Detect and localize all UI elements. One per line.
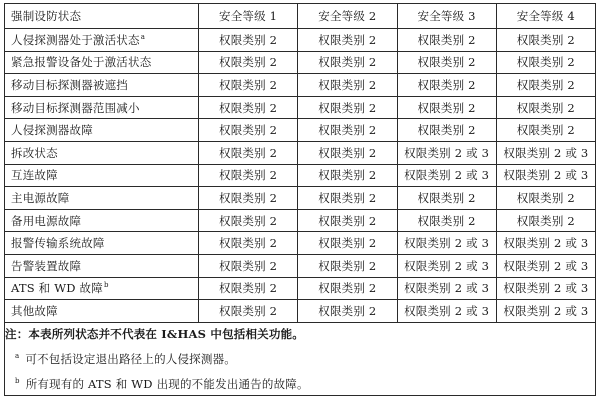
state-label: 互连故障 [11,168,58,183]
access-level-cell: 权限类别 2 或 3 [496,254,595,277]
state-label: 拆改状态 [11,145,58,160]
footnote-b [5,370,595,395]
arming-state-table [4,3,596,396]
footnote-b-text: 所有现有的 ATS 和 WD 出现的不能发出通告的故障。 [25,376,309,391]
table-row [5,29,596,52]
state-label: 紧急报警设备处于激活状态 [11,55,152,70]
header-state: 强制设防状态 [5,4,199,29]
state-label: 移动目标探测器被遮挡 [11,77,128,92]
access-level-cell: 权限类别 2 [496,96,595,119]
access-level-cell: 权限类别 2 [199,232,298,255]
access-level-cell: 权限类别 2 [397,119,496,142]
note-text: 本表所列状态并不代表在 I&HAS 中包括相关功能。 [28,326,304,341]
state-cell [5,232,199,255]
table-row [5,300,596,323]
access-level-cell: 权限类别 2 [199,119,298,142]
access-level-cell: 权限类别 2 或 3 [496,232,595,255]
access-level-cell: 权限类别 2 [298,164,397,187]
state-label: 主电源故障 [11,190,70,205]
state-cell [5,187,199,210]
access-level-cell: 权限类别 2 [199,96,298,119]
access-level-cell: 权限类别 2 [298,141,397,164]
access-level-cell: 权限类别 2 [298,119,397,142]
footnote-mark: a [140,32,146,41]
header-grade-2: 安全等级 2 [298,4,397,29]
access-level-cell: 权限类别 2 [199,164,298,187]
access-level-cell: 权限类别 2 [496,119,595,142]
header-grade-3: 安全等级 3 [397,4,496,29]
table-row [5,209,596,232]
footnote-b-mark: b [15,376,20,385]
access-level-cell: 权限类别 2 或 3 [397,232,496,255]
access-level-cell: 权限类别 2 [298,187,397,210]
access-level-cell: 权限类别 2 或 3 [397,277,496,300]
access-level-cell: 权限类别 2 [397,96,496,119]
access-level-cell: 权限类别 2 [496,74,595,97]
table-row [5,187,596,210]
table-header-row [5,4,596,29]
access-level-cell: 权限类别 2 [199,74,298,97]
access-level-cell: 权限类别 2 [199,209,298,232]
access-level-cell: 权限类别 2 [298,232,397,255]
table-row [5,141,596,164]
state-cell [5,277,199,300]
access-level-cell: 权限类别 2 [298,96,397,119]
access-level-cell: 权限类别 2 [397,51,496,74]
access-level-cell: 权限类别 2 [298,254,397,277]
access-level-cell: 权限类别 2 [496,29,595,52]
table-row [5,277,596,300]
access-level-cell: 权限类别 2 或 3 [397,164,496,187]
access-level-cell: 权限类别 2 [298,29,397,52]
access-level-cell: 权限类别 2 [199,141,298,164]
state-cell [5,141,199,164]
access-level-cell: 权限类别 2 或 3 [496,141,595,164]
state-cell [5,254,199,277]
state-cell [5,51,199,74]
table-row [5,164,596,187]
access-level-cell: 权限类别 2 [199,254,298,277]
access-level-cell: 权限类别 2 [298,209,397,232]
footnote-a-mark: a [15,351,20,360]
access-level-cell: 权限类别 2 [397,29,496,52]
state-cell [5,29,199,52]
footnote-mark: b [103,281,109,290]
state-cell [5,164,199,187]
table-row [5,51,596,74]
access-level-cell: 权限类别 2 [199,29,298,52]
state-cell [5,74,199,97]
state-label: 移动目标探测器范围减小 [11,100,140,115]
table-row [5,119,596,142]
access-level-cell: 权限类别 2 [298,74,397,97]
state-label: 报警传输系统故障 [11,236,105,251]
table-row [5,74,596,97]
access-level-cell: 权限类别 2 或 3 [496,277,595,300]
access-level-cell: 权限类别 2 [199,51,298,74]
state-label: 告警装置故障 [11,258,82,273]
access-level-cell: 权限类别 2 [199,277,298,300]
state-label: 人侵探测器故障 [11,123,93,138]
footnote-a-text: 可不包括设定退出路径上的人侵探测器。 [25,351,236,366]
note-label: 注： [5,326,29,341]
access-level-cell: 权限类别 2 或 3 [397,141,496,164]
state-cell [5,96,199,119]
access-level-cell: 权限类别 2 或 3 [397,300,496,323]
access-level-cell: 权限类别 2 [397,209,496,232]
table-row [5,254,596,277]
access-level-cell: 权限类别 2 或 3 [496,300,595,323]
state-cell [5,300,199,323]
access-level-cell: 权限类别 2 [496,209,595,232]
access-level-cell: 权限类别 2 [397,187,496,210]
access-level-cell: 权限类别 2 或 3 [496,164,595,187]
access-level-cell: 权限类别 2 [298,277,397,300]
access-level-cell: 权限类别 2 或 3 [397,254,496,277]
state-label: 其他故障 [11,303,58,318]
access-level-cell: 权限类别 2 [397,74,496,97]
state-label: 备用电源故障 [11,213,82,228]
table-body [5,29,596,396]
access-level-cell: 权限类别 2 [199,300,298,323]
access-level-cell: 权限类别 2 [199,187,298,210]
state-label: 人侵探测器处于激活状态 [11,32,140,47]
state-label: ATS 和 WD 故障 [11,281,103,296]
note-line [5,323,595,345]
table-row [5,232,596,255]
header-grade-4: 安全等级 4 [496,4,595,29]
access-level-cell: 权限类别 2 [496,51,595,74]
access-level-cell: 权限类别 2 [298,300,397,323]
access-level-cell: 权限类别 2 [298,51,397,74]
state-cell [5,119,199,142]
footnote-a [5,345,595,370]
header-grade-1: 安全等级 1 [199,4,298,29]
access-level-cell: 权限类别 2 [496,187,595,210]
notes-cell [5,322,596,395]
state-cell [5,209,199,232]
notes-row [5,322,596,395]
table-row [5,96,596,119]
